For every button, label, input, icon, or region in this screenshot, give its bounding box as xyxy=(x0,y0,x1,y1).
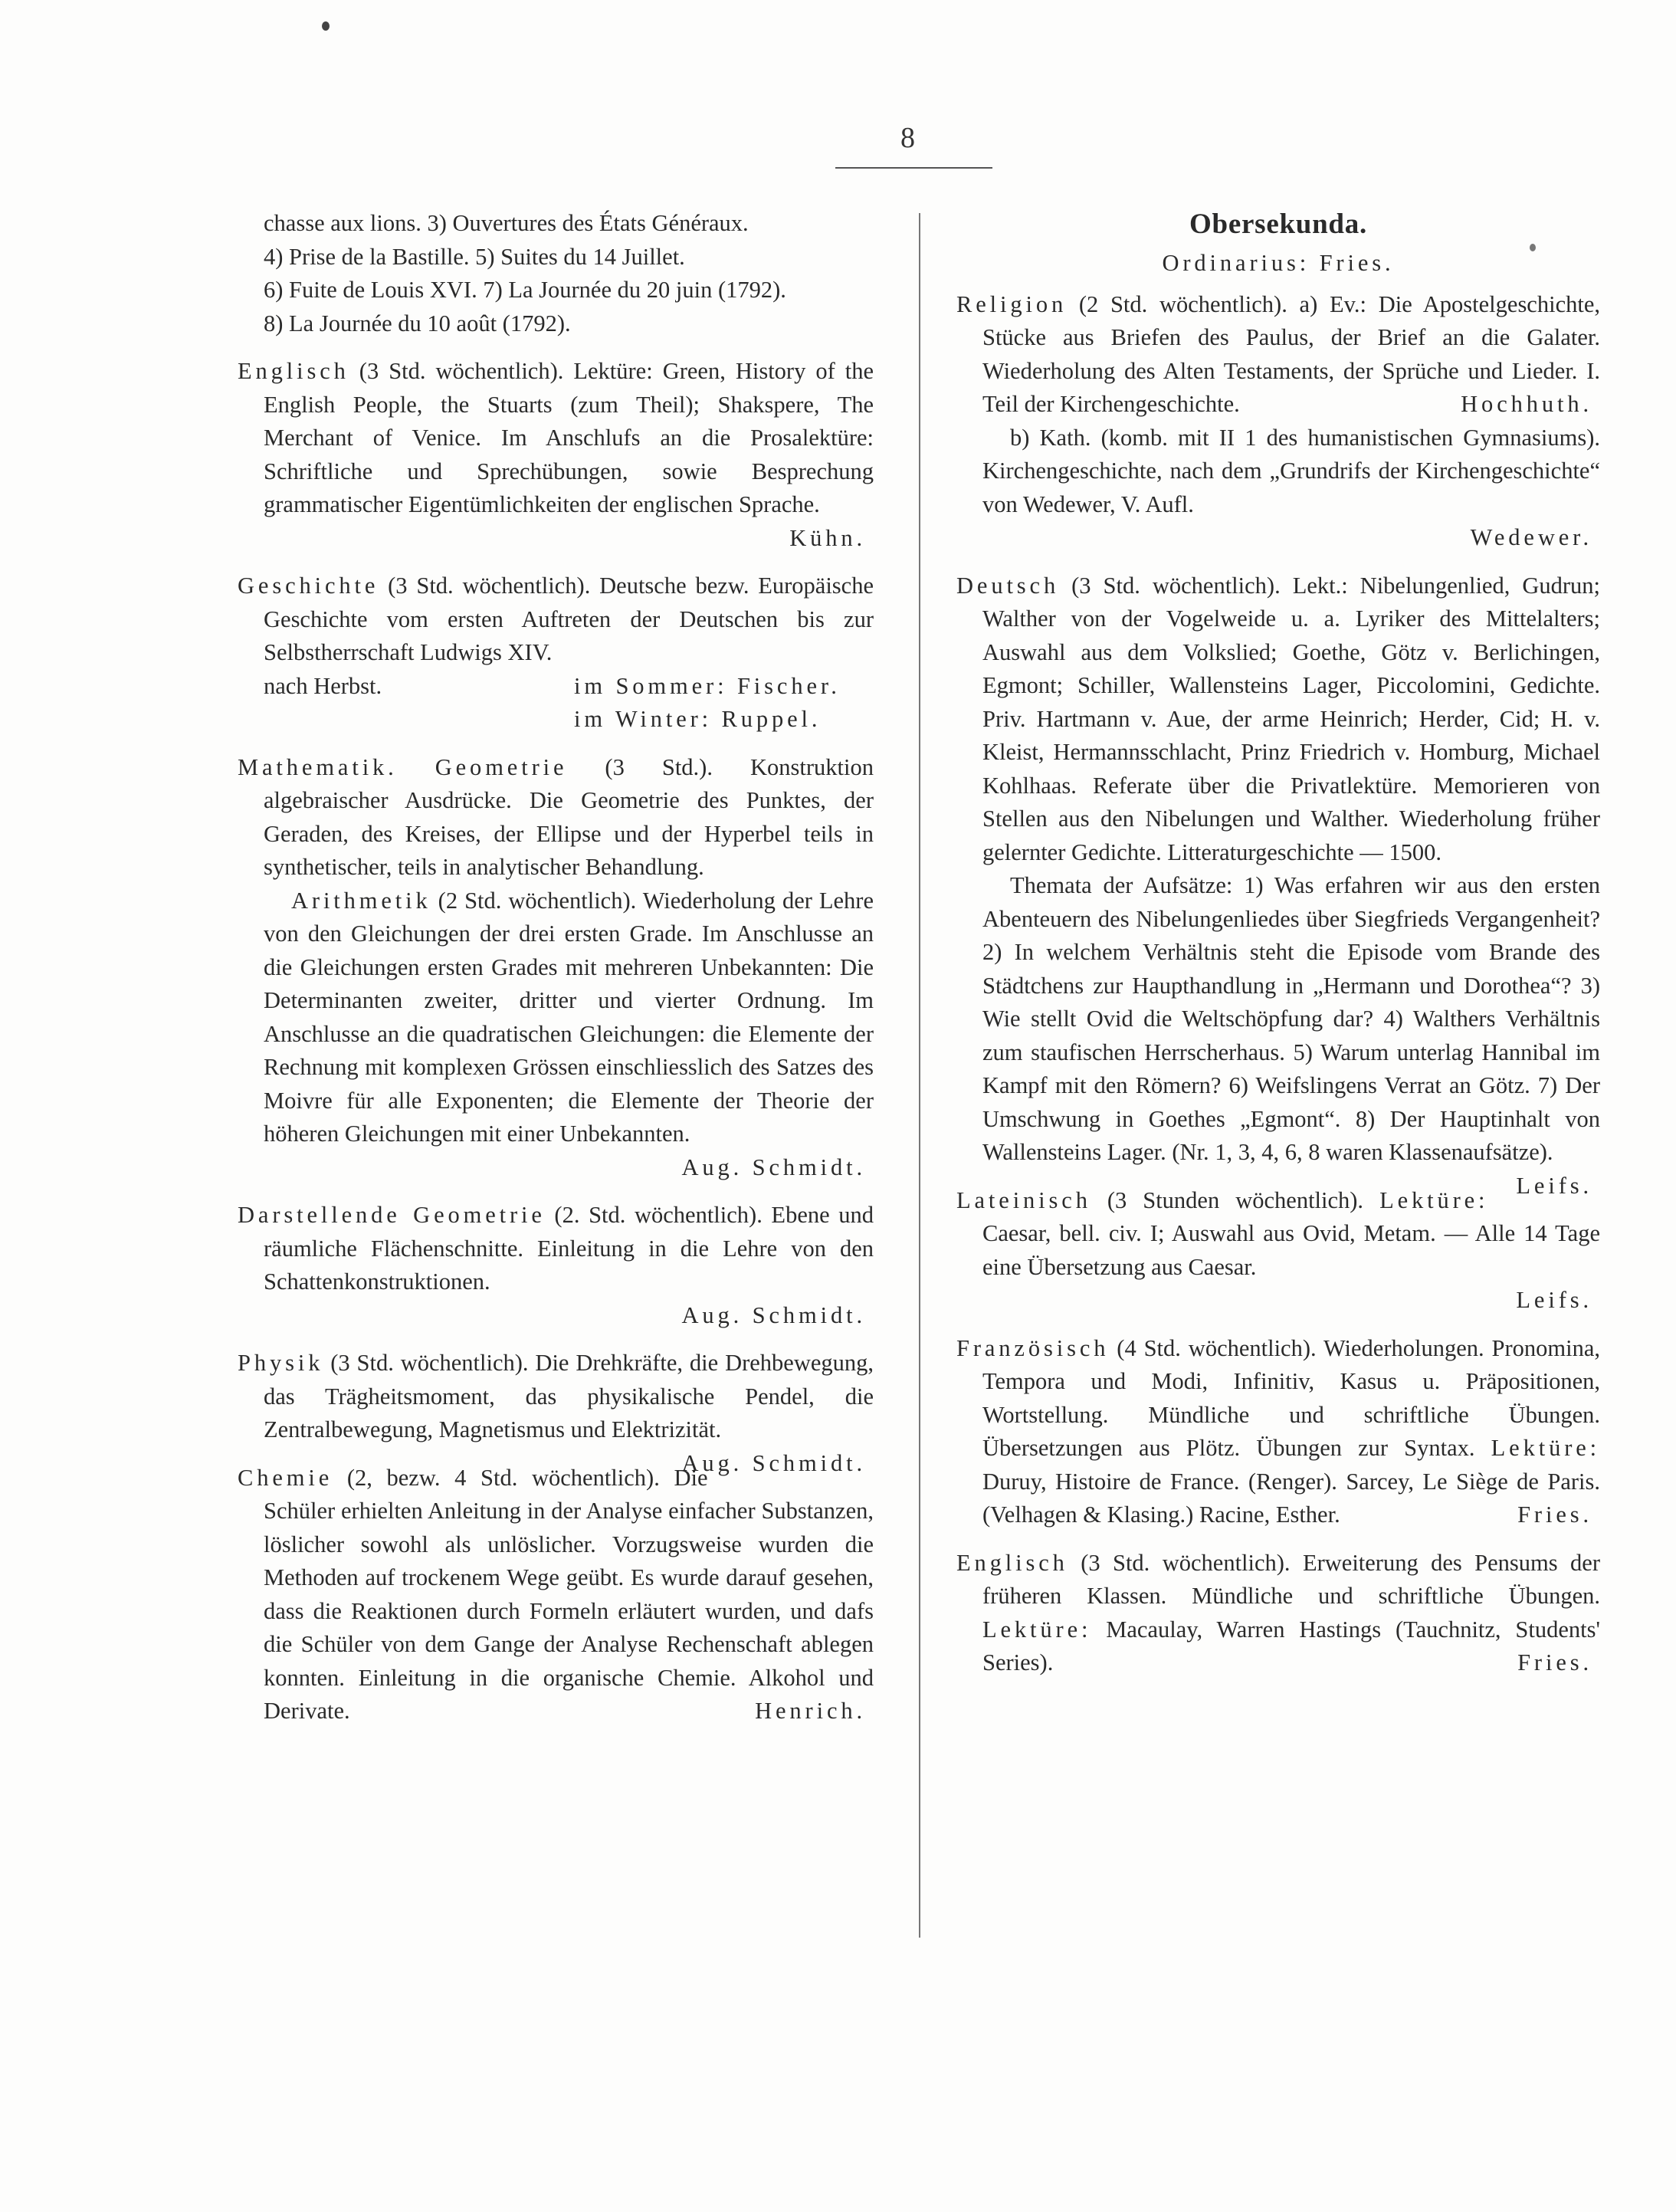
left-column xyxy=(238,207,874,1743)
teacher-name: Fries. xyxy=(1517,1501,1592,1528)
text-line: 4) Prise de la Bastille. 5) Suites du 14 Juillet. xyxy=(264,243,685,270)
section-franzoesisch xyxy=(956,1332,1600,1532)
ordinarius-line: Ordinarius: Fries. xyxy=(1162,250,1395,276)
subject-title: Deutsch xyxy=(956,572,1060,599)
subsection-title: Geometrie xyxy=(435,753,568,780)
section-text: (3 Std. wöchentlich). Lekt.: Nibelungenlied, Gudrun; Walther von der Vogelweide u. a. Lyriker des Mittelalters; Auswahl aus dem Volkslied; Goethe, Götz v. Berlichingen, Egmont; Schiller, Wallensteins Lager, Piccolomini, Gedichte. Priv. Hartmann v. Aue, der arme Heinrich; Herder, Cid; H. v. Kleist, Hermannsschlacht, Prinz Friedrich v. Homburg, Michael Kohlhaas. Referate über die Privatlektüre. Memorieren von Stellen aus den Nibelungen und Walther. Wiederholung früher gelernter Gedichte. Litteraturgeschichte — 1500. xyxy=(982,572,1601,865)
section-text: nach Herbst. xyxy=(264,672,382,699)
subject-title: Englisch xyxy=(956,1549,1068,1576)
section-text: Duruy, Histoire de France. (Renger). Sarcey, Le Siège de Paris. (Velhagen & Klasing.) Racine, Esther. xyxy=(982,1468,1600,1528)
section-englisch-right xyxy=(956,1547,1600,1680)
section-geschichte xyxy=(238,569,874,737)
section-text: (3 Std. wöchentlich). Die Drehkräfte, die Drehbewegung, das Trägheitsmoment, das physikalische Pendel, die Zentralbewegung, Magnetismus und Elektrizität. xyxy=(264,1350,874,1442)
teacher-name: Henrich. xyxy=(755,1698,866,1724)
section-mathematik xyxy=(238,751,874,1185)
subject-title: Darstellende Geometrie xyxy=(238,1202,546,1228)
section-lateinisch xyxy=(956,1184,1600,1318)
intro-french-topics xyxy=(238,207,874,340)
section-text: (3 Std. wöchentlich). Deutsche bezw. Europäische Geschichte vom ersten Auftreten der Deutschen bis zur Selbstherrschaft Ludwigs XIV. xyxy=(264,573,874,665)
text-line: 8) La Journée du 10 août (1792). xyxy=(264,310,571,336)
page-number-rule xyxy=(835,167,992,169)
teacher-name: Fries. xyxy=(1517,1649,1592,1675)
teacher-name: im Sommer: Fischer. xyxy=(574,672,841,699)
essay-topics: Themata der Aufsätze: 1) Was erfahren wir aus den ersten Abenteuern des Nibelungenliedes über Siegfrieds Vergangenheit? 2) In welchem Verhältnis steht die Episode vom Brande des Städtchens zur Haupthandlung in „Hermann und Dorothea“? 3) Wie stellt Ovid die Weltschöpfung dar? 4) Walthers Verhältnis zum staufischen Herrscherhaus. 5) Warum unterlag Hannibal im Kampf mit den Römern? 6) Weifslingens Verrat an Götz. 7) Der Umschwung in Goethes „Egmont“. 8) Der Hauptinhalt von Wallensteins Lager. (Nr. 1, 3, 4, 6, 8 waren Klassenaufsätze). xyxy=(982,872,1600,1165)
subject-title: Geschichte xyxy=(238,573,379,599)
section-text: Macaulay, Warren Hastings (Tauchnitz, Students' Series). xyxy=(982,1616,1600,1675)
teacher-name: Aug. Schmidt. xyxy=(681,1301,866,1328)
text-line: 6) Fuite de Louis XVI. 7) La Journée du 20 juin (1792). xyxy=(264,277,786,303)
section-text: (2 Std. wöchentlich). a) Ev.: Die Apostelgeschichte, Stücke aus Briefen des Paulus, der Brief an die Galater. Wiederholung des Alten Testaments, der Sprüche und Lieder. I. Teil der Kirchengeschichte. xyxy=(982,290,1600,417)
lekture-label: Lektüre: xyxy=(1491,1435,1601,1461)
text-line: chasse aux lions. 3) Ouvertures des États Généraux. xyxy=(264,210,749,236)
teacher-name: Wedewer. xyxy=(1470,524,1592,550)
teacher-name: Leifs. xyxy=(1516,1172,1592,1199)
section-text: Caesar, bell. civ. I; Auswahl aus Ovid, Metam. — Alle 14 Tage eine Übersetzung aus Caesar. xyxy=(982,1220,1600,1280)
subsection-title: Arithmetik xyxy=(291,887,431,914)
subject-title: Französisch xyxy=(956,1334,1110,1361)
section-deutsch xyxy=(956,569,1601,1199)
section-physik xyxy=(238,1347,874,1476)
ink-speck xyxy=(322,21,330,31)
section-text: b) Kath. (komb. mit II 1 des humanistischen Gymnasiums). Kirchengeschichte, nach dem „Grundrifs der Kirchengeschichte“ von Wedewer, V. Aufl. xyxy=(982,424,1600,517)
teacher-name: Aug. Schmidt. xyxy=(681,1154,866,1180)
section-text: (3 Stunden wöchentlich). xyxy=(1107,1186,1364,1213)
class-heading: Obersekunda. xyxy=(1189,208,1367,240)
section-text: (3 Std. wöchentlich). Lektüre: Green, History of the English People, the Stuarts (zum Theil); Shakspere, The Merchant of Venice. Im Anschlufs an die Prosalektüre: Schriftliche und Sprechübungen, sowie Besprechung grammatischer Eigentümlichkeiten der englischen Sprache. xyxy=(264,358,874,517)
section-text: (2 Std. wöchentlich). Wiederholung der Lehre von den Gleichungen der drei ersten Grade. Im Anschlusse an die Gleichungen ersten Grades mit mehreren Unbekannten: Die Determinanten zweiter, dritter und vierter Ordnung. Im Anschlusse an die quadratischen Gleichungen: die Elemente der Rechnung mit komplexen Grössen einschliesslich des Satzes des Moivre für alle Exponenten; die Elemente der Theorie der höheren Gleichungen mit einer Unbekannten. xyxy=(264,887,874,1147)
subject-title: Englisch xyxy=(238,358,349,384)
subject-title: Mathematik. xyxy=(238,753,398,780)
section-englisch xyxy=(238,355,874,555)
teacher-name: Aug. Schmidt. xyxy=(681,1449,866,1476)
teacher-name: Hochhuth. xyxy=(1461,391,1592,417)
lekture-label: Lektüre: xyxy=(1379,1186,1489,1213)
subject-title: Physik xyxy=(238,1350,324,1376)
teacher-name: Leifs. xyxy=(1516,1287,1592,1313)
section-text: (2. Std. wöchentlich). Ebene und räumliche Flächenschnitte. Einleitung in die Lehre von den Schattenkonstruktionen. xyxy=(264,1202,874,1295)
section-religion xyxy=(956,288,1600,555)
teacher-name: Kühn. xyxy=(789,524,866,551)
section-text: (3 Std.). Konstruktion algebraischer Ausdrücke. Die Geometrie des Punktes, der Geraden, des Kreises, der Ellipse und der Hyperbel teils in synthetischer, teils in analytischer Behandlung. xyxy=(264,753,874,880)
column-divider xyxy=(919,213,920,1938)
section-text: (2, bezw. 4 Std. wöchentlich). Die Schüler erhielten Anleitung in der Analyse einfacher Substanzen, löslicher sowohl als unlöslicher. Vorzugsweise wurden die Methoden auf trockenem Wege geübt. Es wurde darauf gesehen, dass die Reaktionen durch Formeln erläutert wurden, und dafs die Schüler von dem Gange der Analyse Rechenschaft ablegen konnten. Einleitung in die organische Chemie. Alkohol und Derivate. xyxy=(264,1464,874,1724)
subject-title: Chemie xyxy=(238,1464,333,1491)
lekture-label: Lektüre: xyxy=(982,1616,1092,1643)
page-number: 8 xyxy=(900,122,915,154)
section-text: (4 Std. wöchentlich). Wiederholungen. Pronomina, Tempora und Modi, Infinitiv, Kasus u. Präpositionen, Wortstellung. Mündliche und schriftliche Übungen. Übersetzungen aus Plötz. Übungen zur Syntax. xyxy=(982,1334,1601,1461)
teacher-name: im Winter: Ruppel. xyxy=(574,706,822,732)
right-column xyxy=(956,207,1600,1695)
section-text: (3 Std. wöchentlich). Erweiterung des Pensums der früheren Klassen. Mündliche und schriftliche Übungen. xyxy=(982,1549,1600,1609)
section-chemie xyxy=(238,1462,874,1728)
subject-title: Religion xyxy=(956,290,1068,317)
subject-title: Lateinisch xyxy=(956,1186,1091,1213)
section-darstellende-geometrie xyxy=(238,1199,874,1332)
